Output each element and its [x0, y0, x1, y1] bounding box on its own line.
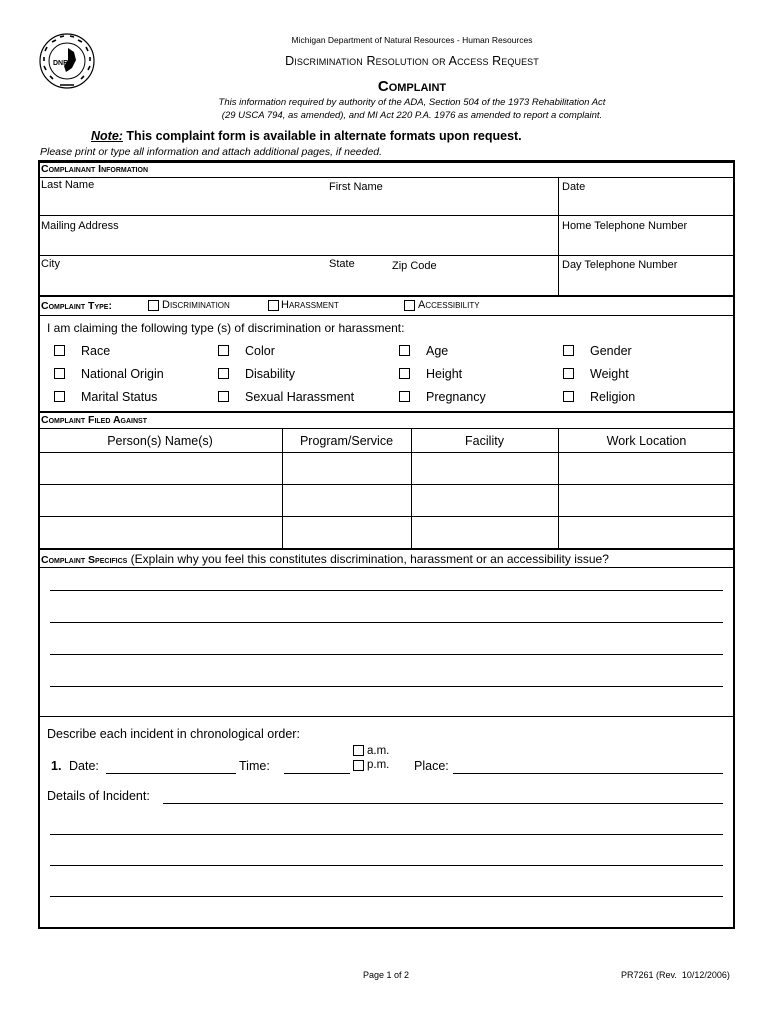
am-checkbox[interactable] [353, 745, 364, 756]
mailing-address-field[interactable]: Mailing Address [41, 220, 119, 232]
authority-line-1: This information required by authority of the ADA, Section 504 of the 1973 Rehabilitation Act [218, 97, 606, 108]
pm-label: p.m. [367, 759, 390, 771]
filed-against-row[interactable] [39, 453, 734, 484]
age-label: Age [426, 344, 449, 358]
incident-time-label: Time: [239, 759, 270, 773]
filed-against-section-title: Complaint Filed Against [41, 414, 147, 426]
discrimination-checkbox[interactable] [148, 300, 159, 311]
national-origin-checkbox[interactable] [54, 368, 65, 379]
gender-checkbox[interactable] [563, 345, 574, 356]
details-label: Details of Incident: [47, 789, 150, 803]
disability-checkbox[interactable] [218, 368, 229, 379]
filed-against-row[interactable] [39, 485, 734, 516]
gender-label: Gender [590, 344, 632, 358]
details-line[interactable] [50, 896, 723, 897]
zip-code-field[interactable]: Zip Code [392, 260, 437, 272]
column-facility: Facility [465, 434, 504, 448]
form-title: Discrimination Resolution or Access Request [285, 54, 539, 68]
color-label: Color [245, 344, 275, 358]
sexual-harassment-checkbox[interactable] [218, 391, 229, 402]
agency-name: Michigan Department of Natural Resources - Human Resources [291, 35, 533, 45]
form-subtitle: Complaint [377, 78, 447, 95]
incident-time-input[interactable] [284, 773, 350, 774]
religion-label: Religion [590, 390, 636, 404]
chronological-prompt: Describe each incident in chronological order: [47, 727, 300, 741]
incident-place-label: Place: [414, 759, 449, 773]
form-number: PR7261 (Rev. 10/12/2006) [621, 970, 730, 980]
alternate-formats-note [91, 129, 522, 143]
pregnancy-label: Pregnancy [426, 390, 486, 404]
instructions: Please print or type all information and attach additional pages, if needed. [40, 146, 383, 158]
religion-checkbox[interactable] [563, 391, 574, 402]
discrimination-option-label: Discrimination [162, 299, 230, 311]
harassment-checkbox[interactable] [268, 300, 279, 311]
height-checkbox[interactable] [399, 368, 410, 379]
filed-against-row[interactable] [39, 517, 734, 548]
race-label: Race [81, 344, 111, 358]
specifics-line[interactable] [50, 590, 723, 591]
incident-place-input[interactable] [453, 773, 723, 774]
last-name-field[interactable]: Last Name [41, 179, 95, 191]
first-name-field[interactable]: First Name [329, 181, 383, 193]
national-origin-label: National Origin [81, 367, 164, 381]
weight-checkbox[interactable] [563, 368, 574, 379]
home-phone-field[interactable]: Home Telephone Number [562, 220, 688, 232]
disability-label: Disability [245, 367, 296, 381]
day-phone-field[interactable]: Day Telephone Number [562, 259, 678, 271]
specifics-label: Complaint Specifics [41, 554, 128, 566]
accessibility-option-label: Accessibility [418, 299, 480, 311]
details-line[interactable] [50, 865, 723, 866]
race-checkbox[interactable] [54, 345, 65, 356]
column-person-names: Person(s) Name(s) [107, 434, 213, 448]
claim-prompt: I am claiming the following type (s) of discrimination or harassment: [47, 321, 405, 335]
column-work-location: Work Location [606, 434, 687, 448]
harassment-option-label: Harassment [281, 299, 339, 311]
details-line[interactable] [50, 834, 723, 835]
note-text: This complaint form is available in alternate formats upon request. [122, 129, 522, 143]
details-input[interactable] [163, 803, 723, 804]
marital-status-label: Marital Status [81, 390, 158, 404]
incident-date-input[interactable] [106, 773, 236, 774]
complainant-section-title: Complainant Information [41, 163, 148, 175]
complaint-type-label: Complaint Type: [41, 300, 112, 312]
height-label: Height [426, 367, 463, 381]
note-label: Note: [91, 129, 123, 143]
specifics-line[interactable] [50, 622, 723, 623]
seal-text: DNR [53, 60, 69, 67]
column-program-service: Program/Service [299, 434, 394, 448]
pregnancy-checkbox[interactable] [399, 391, 410, 402]
state-field[interactable]: State [329, 258, 355, 270]
age-checkbox[interactable] [399, 345, 410, 356]
date-field[interactable]: Date [562, 181, 586, 193]
accessibility-checkbox[interactable] [404, 300, 415, 311]
page-number: Page 1 of 2 [363, 970, 410, 980]
marital-status-checkbox[interactable] [54, 391, 65, 402]
incident-date-label: Date: [69, 759, 99, 773]
specifics-question: (Explain why you feel this constitutes discrimination, harassment or an accessibility issue? [127, 552, 609, 566]
color-checkbox[interactable] [218, 345, 229, 356]
specifics-line[interactable] [50, 686, 723, 687]
authority-line-2: (29 USCA 794, as amended), and MI Act 220 P.A. 1976 as amended to report a complaint. [221, 110, 603, 121]
pm-checkbox[interactable] [353, 760, 364, 771]
incident-number: 1. [51, 759, 62, 773]
specifics-line[interactable] [50, 654, 723, 655]
specifics-heading [41, 552, 609, 566]
am-label: a.m. [367, 745, 390, 757]
city-field[interactable]: City [41, 258, 60, 270]
weight-label: Weight [590, 367, 629, 381]
sexual-harassment-label: Sexual Harassment [245, 390, 355, 404]
